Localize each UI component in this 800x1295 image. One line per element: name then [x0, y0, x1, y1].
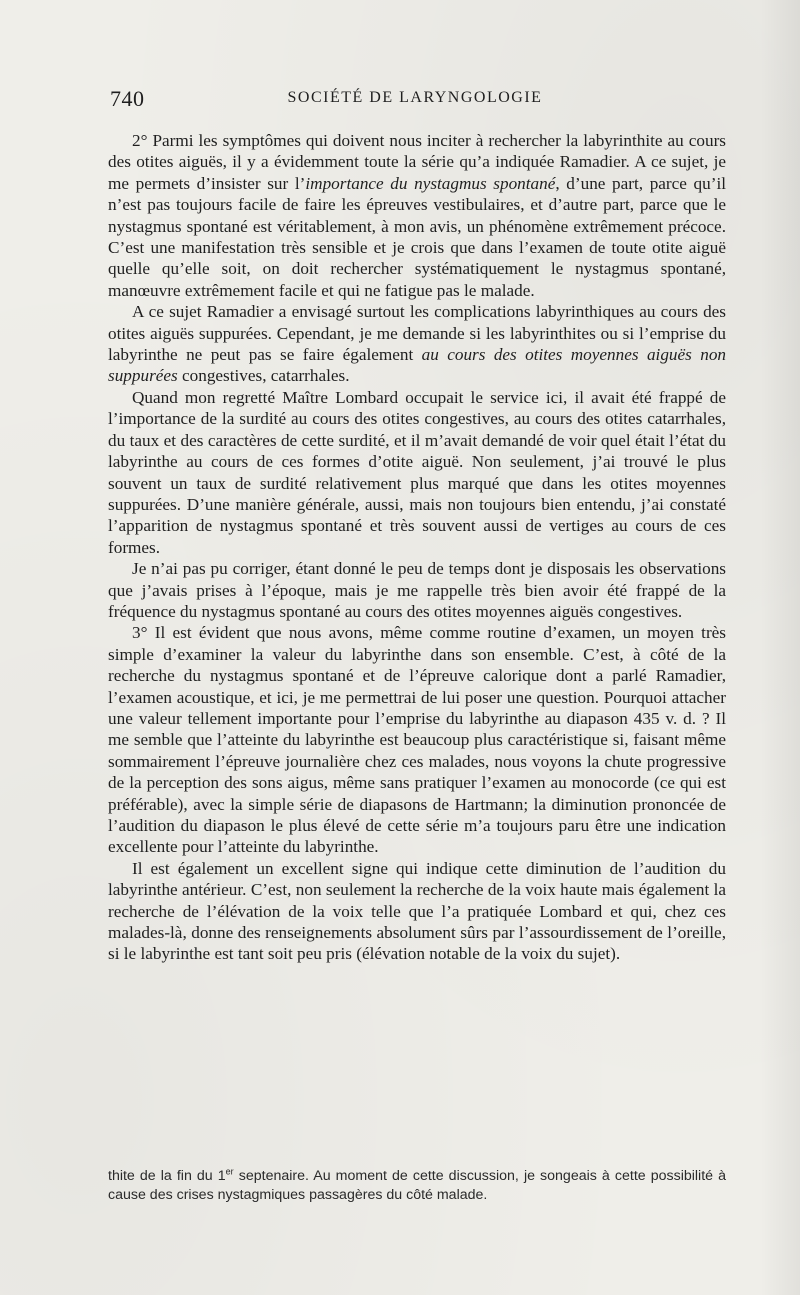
footnote-text: septenaire. Au moment de cette discussion, je songeais à cette possibilité à cause des crises nystagmiques passagères du côté malade. [108, 1168, 726, 1203]
text-segment: A ce sujet Ramadier a envisagé surtout les complications labyrinthiques au cours des otites aiguës suppurées. Cependant, je me demande si les labyrinthites ou si l’emprise du labyrinthe ne peut pas se faire également [108, 302, 726, 365]
footnote [108, 1167, 726, 1205]
text-segment: , d’une part, parce qu’il n’est pas toujours facile de faire les épreuves vestibulaires, et d’autre part, parce que le nystagmus spontané est véritablement, à mon avis, un phénomène extrêmement précoce. C’est une manifestation très sensible et je crois que dans l’examen de toute otite aiguë quelle qu’elle soit, on doit rechercher systématiquement le nystagmus spontané, manœuvre extrêmement facile et qui ne fatigue pas le malade. [108, 173, 726, 300]
paragraph [108, 858, 726, 965]
text-segment: Je n’ai pas pu corriger, étant donné le peu de temps dont je disposais les observations que j’avais prises à l’époque, mais je me rappelle très bien avoir été frappé de la fréquence du nystagmus spontané au cours des otites moyennes aiguës congestives. [108, 559, 726, 621]
paragraph [108, 622, 726, 857]
text-segment: Quand mon regretté Maître Lombard occupait le service ici, il avait été frappé de l’importance de la surdité au cours des otites congestives, au cours des otites catarrhales, du taux et des caractères de cette surdité, et il m’avait demandé de voir quel était l’état du labyrinthe au cours de ces formes d’otite aiguë. Non seulement, j’ai trouvé le plus souvent un taux de surdité relativement plus marqué que dans les otites moyennes suppurées. D’une manière générale, aussi, mais non toujours bien entendu, j’ai constaté l’apparition de nystagmus spontané et très souvent aussi de vertiges au cours de ces formes. [108, 387, 726, 557]
paragraph [108, 558, 726, 622]
footnote-superscript: er [225, 1166, 234, 1177]
italic-segment: au cours des otites moyennes aiguës non suppurées [108, 345, 727, 386]
paragraph [108, 130, 726, 301]
page-number: 740 [110, 86, 145, 111]
body-text [108, 130, 726, 965]
paragraph [108, 387, 726, 558]
paragraph [108, 301, 726, 387]
text-segment: 3° Il est évident que nous avons, même comme routine d’examen, un moyen très simple d’examiner la valeur du labyrinthe dans son ensemble. C’est, à côté de la recherche du nystagmus spontané et de l’épreuve calorique dont a parlé Ramadier, l’examen acoustique, et ici, je me permettrai de lui poser une question. Pourquoi attacher une valeur tellement importante pour l’emprise du labyrinthe au diapason 435 v. d. ? Il me semble que l’atteinte du labyrinthe est beaucoup plus caractéristique si, faisant même sommairement l’épreuve journalière chez ces malades, nous voyons la chute progressive de la perception des sons aigus, même sans pratiquer l’examen au monocorde (ce qui est préférable), avec la simple série de diapasons de Hartmann; la diminution prononcée de l’audition du diapason le plus élevé de cette série m’a toujours paru être une indication excellente pour l’atteinte du labyrinthe. [108, 623, 726, 857]
page-edge-shadow [760, 0, 800, 1295]
footnote-text: thite de la fin du 1 [108, 1168, 226, 1184]
text-segment: congestives, catarrhales. [177, 366, 350, 386]
running-head: SOCIÉTÉ DE LARYNGOLOGIE [287, 89, 543, 106]
italic-segment: importance du nystagmus spontané [305, 173, 556, 193]
text-segment: 2° Parmi les symptômes qui doivent nous inciter à rechercher la labyrinthite au cours des otites aiguës, il y a évidemment toute la série qu’a indiquée Ramadier. A ce sujet, je me permets d’insister sur l’ [108, 131, 726, 193]
text-segment: Il est également un excellent signe qui indique cette diminution de l’audition du labyrinthe antérieur. C’est, non seulement la recherche de la voix haute mais également la recherche de l’élévation de la voix telle que l’a pratiquée Lombard et qui, chez ces malades-là, donne des renseignements absolument sûrs par l’assourdissement de l’oreille, si le labyrinthe est tant soit peu pris (élévation notable de la voix du sujet). [108, 858, 726, 964]
